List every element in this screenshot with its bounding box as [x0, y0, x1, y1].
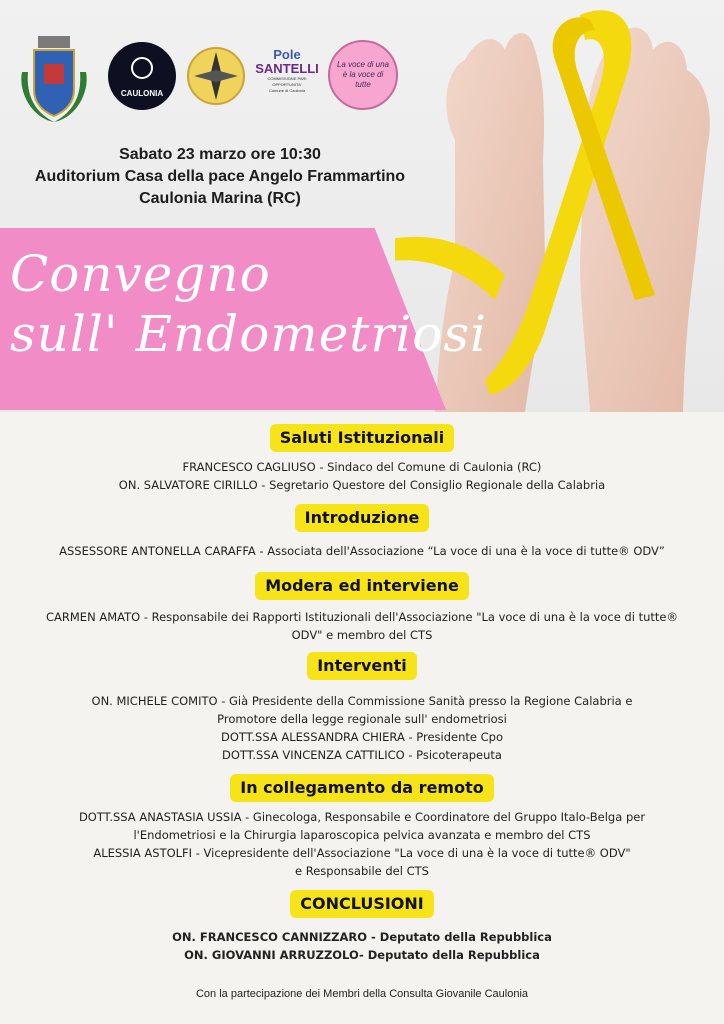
event-date: Sabato 23 marzo ore 10:30 [119, 146, 321, 163]
text-line: Promotore della legge regionale sull' endometriosi [217, 712, 507, 726]
section-saluti [0, 424, 724, 452]
text-line: e Responsabile del CTS [295, 864, 429, 878]
section-heading: Modera ed interviene [255, 572, 469, 600]
section-remoto [0, 774, 724, 802]
event-details [0, 144, 440, 210]
consulta-giovanile-logo [106, 40, 178, 112]
text-line: ASSESSORE ANTONELLA CARAFFA - Associata dell'Associazione “La voce di una è la voce di tutte® ODV” [59, 544, 665, 558]
text-line: l'Endometriosi e la Chirurgia laparoscopica pelvica avanzata e membro del CTS [133, 828, 591, 842]
text-line: DOTT.SSA VINCENZA CATTILICO - Psicoterapeuta [222, 748, 502, 762]
text-line: ODV" e membro del CTS [291, 628, 433, 642]
text-line: ON. GIOVANNI ARRUZZOLO- Deputato della Repubblica [184, 948, 540, 962]
section-introduzione-text [0, 542, 724, 560]
title-line-1: Convegno [10, 245, 271, 303]
section-modera-text [0, 608, 724, 644]
text-line: ON. FRANCESCO CANNIZZARO - Deputato della Repubblica [172, 930, 552, 944]
caulonia-crest-icon [14, 32, 94, 128]
la-voce-di-una-logo: La voce di una è la voce di tutte [328, 40, 398, 110]
section-heading: Interventi [307, 652, 417, 680]
title-line-2: sull' Endometriosi [10, 305, 488, 363]
text-line: ON. SALVATORE CIRILLO - Segretario Questore del Consiglio Regionale della Calabria [118, 478, 606, 492]
section-interventi-text [0, 692, 724, 764]
section-saluti-text [0, 458, 724, 494]
cpo-santelli-logo: Pole SANTELLI COMMISSIONE PARI OPPORTUNITA' Comune di Caulonia [255, 47, 319, 93]
event-location: Caulonia Marina (RC) [139, 190, 301, 207]
section-heading: In collegamento da remoto [230, 774, 493, 802]
text-line: CARMEN AMATO - Responsabile dei Rapporti Istituzionali dell'Associazione "La voce di una è la voce di tutte® [46, 610, 678, 624]
section-conclusioni [0, 890, 724, 918]
logos-row [14, 32, 404, 128]
section-remoto-text [0, 808, 724, 880]
section-heading: Introduzione [295, 504, 430, 532]
svg-text:CAULONIA: CAULONIA [120, 89, 164, 98]
page-title [10, 244, 487, 364]
section-interventi [0, 652, 724, 680]
calabria-region-logo [186, 40, 246, 112]
header-area [0, 0, 724, 412]
section-introduzione [0, 504, 724, 532]
footer-note: Con la partecipazione dei Membri della Consulta Giovanile Caulonia [195, 988, 529, 1000]
text-line: DOTT.SSA ALESSANDRA CHIERA - Presidente Cpo [220, 730, 504, 744]
section-heading: Saluti Istituzionali [270, 424, 455, 452]
text-line: ON. MICHELE COMITO - Già Presidente della Commissione Sanità presso la Regione Calabria e [91, 694, 633, 708]
text-line: DOTT.SSA ANASTASIA USSIA - Ginecologa, Responsabile e Coordinatore del Gruppo Italo-Belga per [78, 810, 646, 824]
section-conclusioni-text [0, 928, 724, 964]
text-line: FRANCESCO CAGLIUSO - Sindaco del Comune di Caulonia (RC) [182, 460, 542, 474]
event-venue: Auditorium Casa della pace Angelo Frammartino [34, 168, 406, 185]
text-line: ALESSIA ASTOLFI - Vicepresidente dell'Associazione "La voce di una è la voce di tutte® ODV" [93, 846, 631, 860]
section-modera [0, 572, 724, 600]
section-heading: CONCLUSIONI [290, 890, 434, 918]
